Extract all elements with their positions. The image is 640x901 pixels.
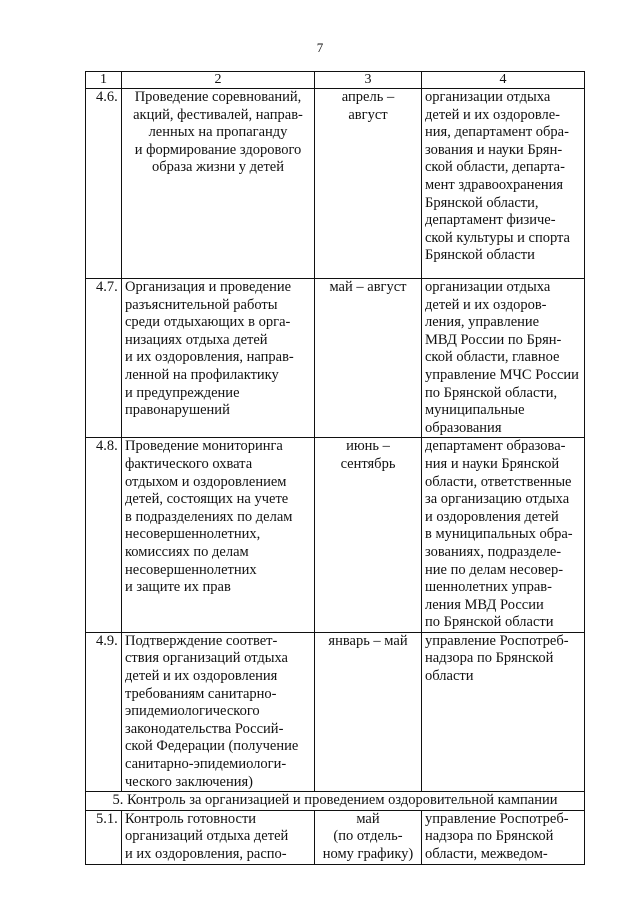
column-number-3: 3 — [315, 72, 422, 89]
period-cell: июнь – сентябрь — [315, 438, 422, 633]
responsible-cell: организации отдыха детей и их оздоровле- ния, департамент обра- зования и науки Брян- ской области, департа- мент здравоохранения Брянской области, департамент физиче- ской культуры и спорта Брянской области — [422, 89, 585, 279]
responsible-cell: управление Роспотреб- надзора по Брянской области, межведом- — [422, 810, 585, 864]
row-number: 4.6. — [86, 89, 122, 279]
section-title: 5. Контроль за организацией и проведением оздоровительной кампании — [86, 792, 585, 811]
period-cell: январь – май — [315, 632, 422, 791]
activity-plan-table — [85, 71, 585, 865]
table-row — [86, 89, 585, 279]
period-cell: май (по отдель- ному графику) — [315, 810, 422, 864]
responsible-cell: управление Роспотреб- надзора по Брянской области — [422, 632, 585, 791]
row-number: 4.8. — [86, 438, 122, 633]
activity-cell: Организация и проведение разъяснительной работы среди отдыхающих в орга- низациях отдыха детей и их оздоровления, направ- ленной на профилактику и предупреждение правонарушений — [122, 279, 315, 438]
column-number-1: 1 — [86, 72, 122, 89]
table-row — [86, 632, 585, 791]
table-row — [86, 279, 585, 438]
column-number-4: 4 — [422, 72, 585, 89]
section-heading-row — [86, 792, 585, 811]
activity-cell: Проведение мониторинга фактического охвата отдыхом и оздоровлением детей, состоящих на учете в подразделениях по делам несовершеннолетних, комиссиях по делам несовершеннолетних и защите их прав — [122, 438, 315, 633]
row-number: 5.1. — [86, 810, 122, 864]
table-row — [86, 810, 585, 864]
activity-cell: Проведение соревнований, акций, фестивалей, направ- ленных на пропаганду и формирование здорового образа жизни у детей — [122, 89, 315, 279]
period-cell: май – август — [315, 279, 422, 438]
row-number: 4.9. — [86, 632, 122, 791]
table-row — [86, 438, 585, 633]
row-number: 4.7. — [86, 279, 122, 438]
responsible-cell: организации отдыха детей и их оздоров- ления, управление МВД России по Брян- ской области, главное управление МЧС России по Брянской области, муниципальные образования — [422, 279, 585, 438]
responsible-cell: департамент образова- ния и науки Брянской области, ответственные за организацию отдыха и оздоровления детей в муниципальных обра- зованиях, подразделе- ние по делам несовер- шеннолетних управ- ления МВД России по Брянской области — [422, 438, 585, 633]
activity-cell: Контроль готовности организаций отдыха детей и их оздоровления, распо- — [122, 810, 315, 864]
page-number: 7 — [316, 40, 324, 55]
column-number-2: 2 — [122, 72, 315, 89]
activity-cell: Подтверждение соответ- ствия организаций отдыха детей и их оздоровления требованиям санитарно- эпидемиологического законодательства Россий- ской Федерации (получение санитарно-эпидемиологи- ческого заключения) — [122, 632, 315, 791]
period-cell: апрель – август — [315, 89, 422, 279]
table-header-row — [86, 72, 585, 89]
